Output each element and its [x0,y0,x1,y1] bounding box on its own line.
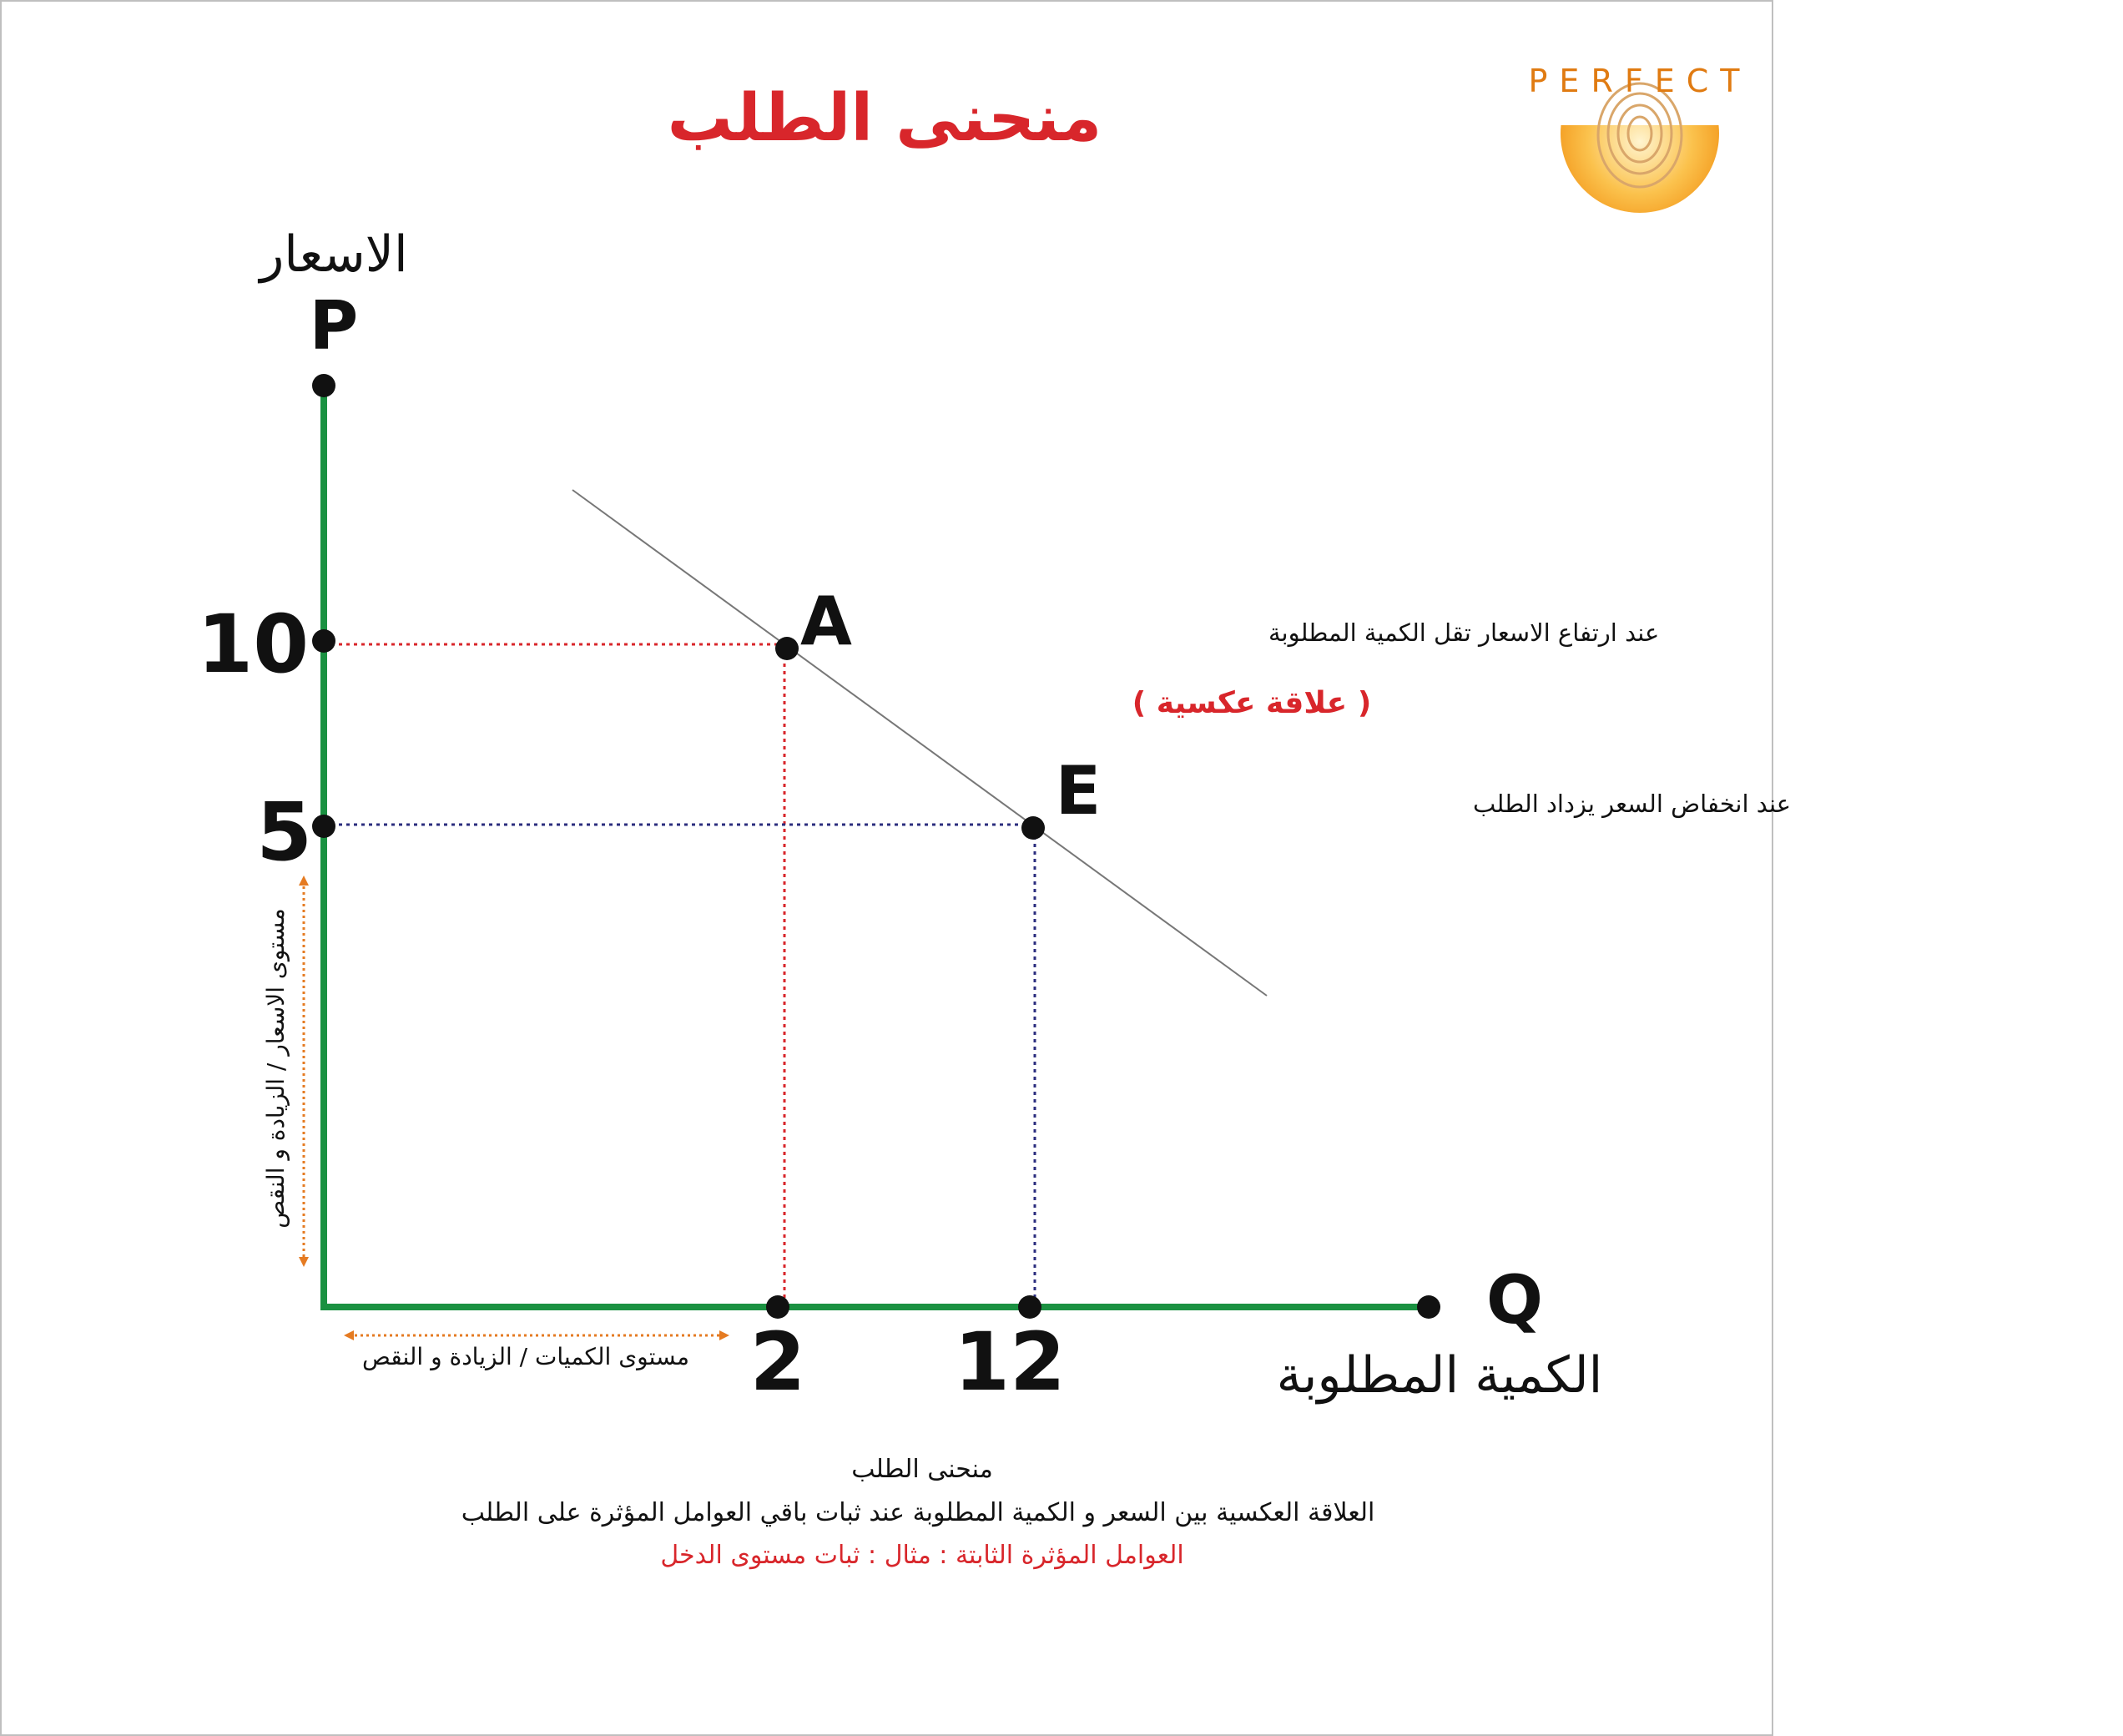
y-tick-dot-5 [312,815,335,838]
point-e-note: عند انخفاض السعر يزداد الطلب [1473,790,1792,818]
point-e-label: E [1055,752,1102,830]
y-tick-label-5: 5 [256,785,312,879]
y-tick-label-10: 10 [197,598,309,691]
point-a-dot [775,637,799,660]
x-tick-label-12: 12 [954,1315,1066,1409]
y-axis-title: الاسعار [260,225,408,284]
x-range-label: مستوى الكميات / الزيادة و النقص [361,1343,690,1370]
point-e-dot [1021,816,1045,840]
y-axis-symbol: P [309,287,359,365]
caption-line-3: العوامل المؤثرة الثابتة : مثال : ثبات مستوى الدخل [660,1541,1184,1570]
x-axis-end-dot [1417,1295,1440,1319]
relation-note: ( علاقة عكسية ) [1132,686,1372,720]
logo-text: PERFECT [1528,63,1752,99]
x-tick-label-2: 2 [749,1315,806,1409]
x-axis-title: الكمية المطلوبة [1276,1346,1603,1405]
perfect-logo [1529,46,1752,213]
page-title: منحنى الطلب [667,81,1102,156]
demand-curve [572,490,1267,996]
y-range-label: مستوى الاسعار / الزيادة و النقص [262,908,290,1229]
caption-line-2: العلاقة العكسية بين السعر و الكمية المطلوبة عند ثبات باقي العوامل المؤثرة على الطلب [461,1498,1375,1527]
point-a-note: عند ارتفاع الاسعار تقل الكمية المطلوبة [1268,618,1660,647]
point-a-label: A [800,583,852,660]
caption-line-1: منحنى الطلب [851,1455,993,1484]
x-axis-symbol: Q [1485,1261,1544,1339]
y-axis-origin-dot [312,374,335,397]
y-tick-dot-10 [312,629,335,653]
